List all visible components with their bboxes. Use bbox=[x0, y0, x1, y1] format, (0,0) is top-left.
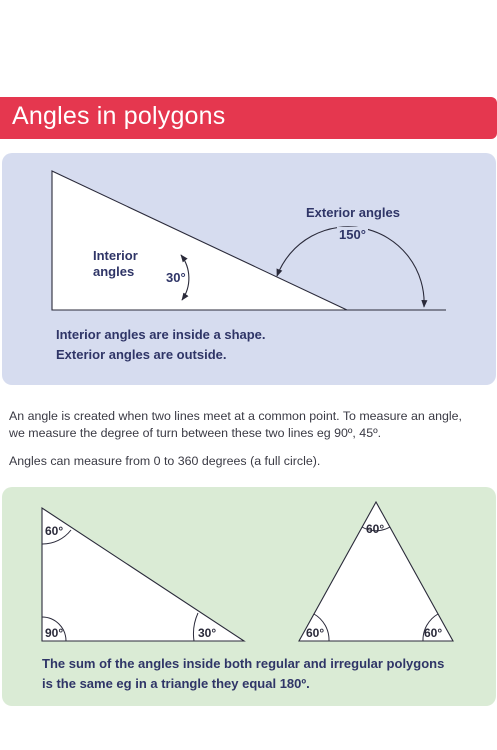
right-triangle-bottom-right-angle: 30° bbox=[198, 626, 217, 640]
equilateral-top-angle: 60° bbox=[366, 522, 385, 536]
triangle-sum-note bbox=[42, 654, 444, 694]
exterior-angle-value: 150° bbox=[339, 227, 366, 242]
interior-exterior-figure bbox=[52, 171, 446, 310]
interior-label bbox=[93, 248, 138, 280]
right-triangle-top-angle: 60° bbox=[45, 524, 64, 538]
equilateral-bottom-right-angle: 60° bbox=[424, 626, 443, 640]
interior-label-line2: angles bbox=[93, 264, 135, 279]
right-triangle-bottom-left-angle: 90° bbox=[45, 626, 64, 640]
angle-range-paragraph: Angles can measure from 0 to 360 degrees (a full circle). bbox=[9, 454, 321, 468]
page-title: Angles in polygons bbox=[12, 102, 226, 130]
interior-label-line1: Interior bbox=[93, 248, 138, 263]
triangle-note-line1: The sum of the angles inside both regular and irregular polygons bbox=[42, 656, 445, 671]
equilateral-bottom-left-angle: 60° bbox=[306, 626, 325, 640]
interior-exterior-note bbox=[56, 325, 266, 365]
interior-triangle bbox=[52, 171, 347, 310]
paragraph1-line2: we measure the degree of turn between these two lines eg 90º, 45º. bbox=[9, 426, 382, 440]
note-interior: Interior angles are inside a shape. bbox=[56, 327, 266, 342]
interior-angle-value: 30° bbox=[166, 270, 186, 285]
exterior-label: Exterior angles bbox=[306, 205, 400, 220]
right-triangle-figure bbox=[42, 508, 244, 641]
triangle-note-line2: is the same eg in a triangle they equal 180º. bbox=[42, 676, 310, 691]
right-triangle bbox=[42, 508, 244, 641]
note-exterior: Exterior angles are outside. bbox=[56, 347, 227, 362]
angle-definition-paragraph bbox=[9, 408, 489, 442]
paragraph1-line1: An angle is created when two lines meet at a common point. To measure an angle, bbox=[9, 409, 462, 423]
